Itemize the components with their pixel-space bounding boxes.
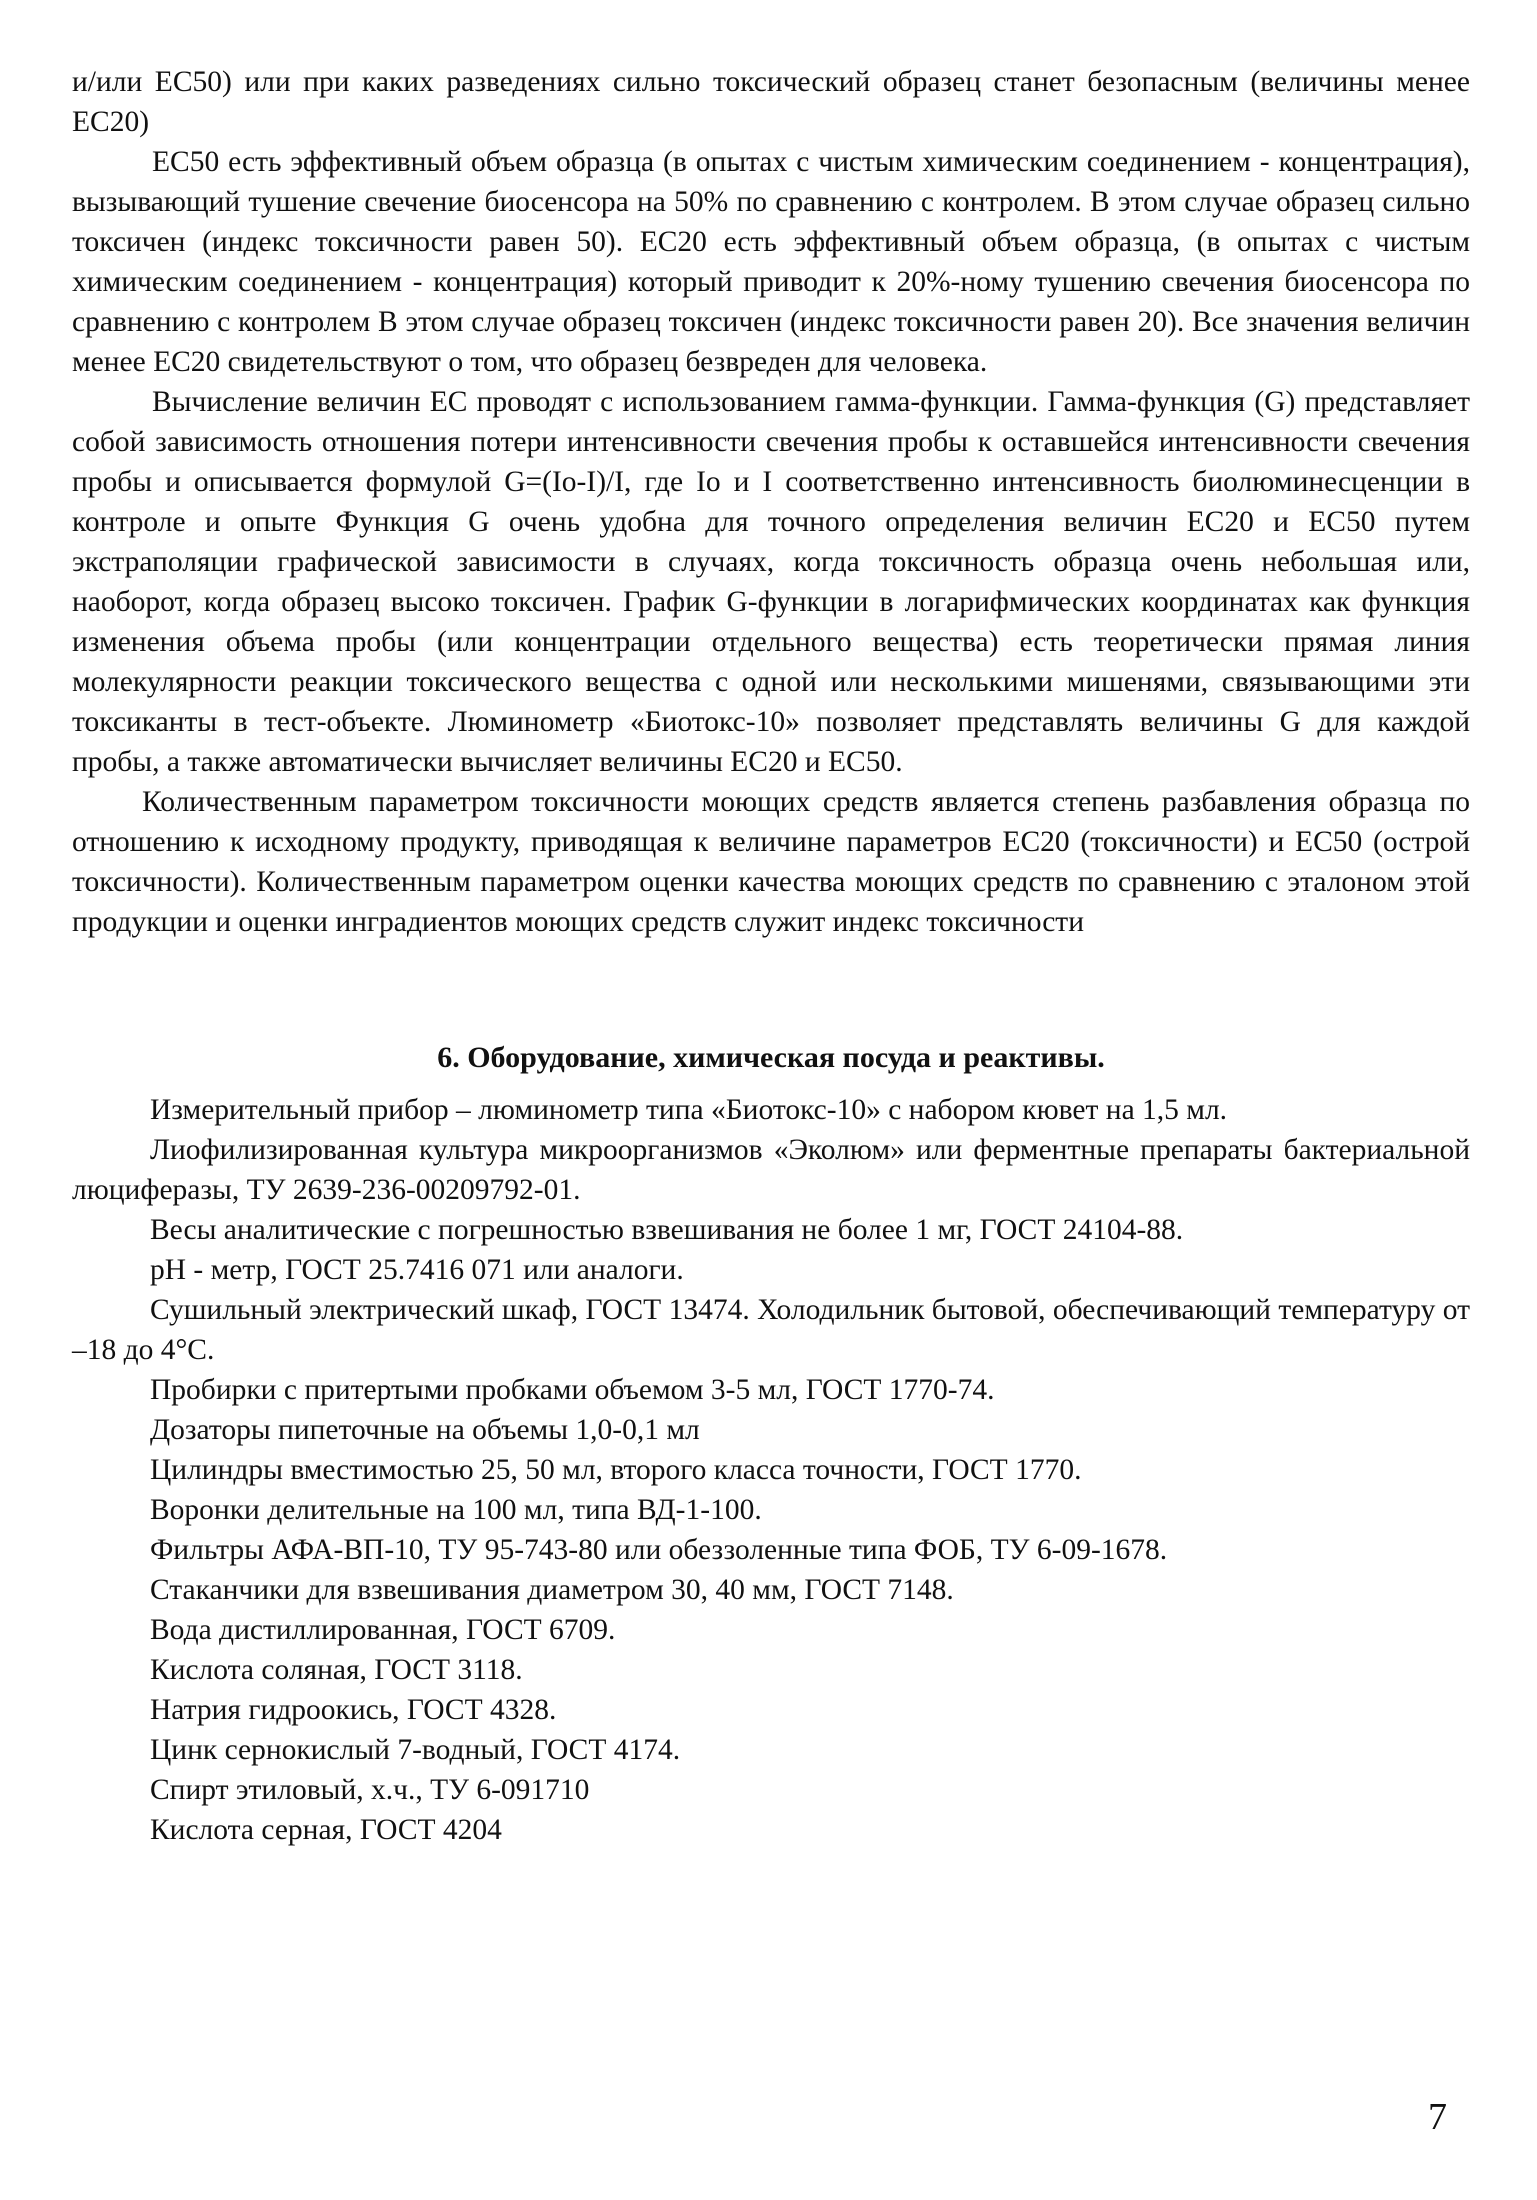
equipment-item: Фильтры АФА-ВП-10, ТУ 95-743-80 или обеззоленные типа ФОБ, ТУ 6-09-1678. <box>150 1534 1168 1566</box>
equipment-item: Воронки делительные на 100 мл, типа ВД-1-100. <box>150 1494 762 1526</box>
equipment-item: Спирт этиловый, х.ч., ТУ 6-091710 <box>150 1774 590 1806</box>
equipment-list <box>72 1090 1470 1850</box>
equipment-item: рН - метр, ГОСТ 25.7416 071 или аналоги. <box>150 1254 684 1286</box>
document-page <box>72 62 1470 1850</box>
paragraph-continuation: и/или ЕС50) или при каких разведениях сильно токсический образец станет безопасным (величины менее ЕС20) <box>72 66 1470 138</box>
equipment-item: Стаканчики для взвешивания диаметром 30, 40 мм, ГОСТ 7148. <box>150 1574 954 1606</box>
equipment-item: Весы аналитические с погрешностью взвешивания не более 1 мг, ГОСТ 24104-88. <box>150 1214 1184 1246</box>
equipment-item: Натрия гидроокись, ГОСТ 4328. <box>150 1694 557 1726</box>
paragraph-gamma-function: Вычисление величин ЕС проводят с использованием гамма-функции. Гамма-функция (G) представляет собой зависимость отношения потери интенсивности свечения пробы к оставшейся интенсивности свечения пробы и описывается формулой G=(Io-I)/I, где Io и I соответственно интенсивность биолюминесценции в контроле и опыте Функция G очень удобна для точного определения величин ЕС20 и ЕС50 путем экстраполяции графической зависимости в случаях, когда токсичность образца очень небольшая или, наоборот, когда образец высоко токсичен. График G-функции в логарифмических координатах как функция изменения объема пробы (или концентрации отдельного вещества) есть теоретически прямая линия молекулярности реакции токсического вещества с одной или несколькими мишенями, связывающими эти токсиканты в тест-объекте. Люминометр «Биотокс-10» позволяет представлять величины G для каждой пробы, а также автоматически вычисляет величины ЕС20 и ЕС50. <box>72 386 1470 778</box>
equipment-item: Кислота соляная, ГОСТ 3118. <box>150 1654 523 1686</box>
equipment-item: Дозаторы пипеточные на объемы 1,0-0,1 мл <box>150 1414 700 1446</box>
paragraph-toxicity-parameter: Количественным параметром токсичности моющих средств является степень разбавления образца по отношению к исходному продукту, приводящая к величине параметров ЕС20 (токсичности) и ЕС50 (острой токсичности). Количественным параметром оценки качества моющих средств по сравнению с эталоном этой продукции и оценки инградиентов моющих средств служит индекс токсичности <box>72 786 1470 938</box>
equipment-item: Вода дистиллированная, ГОСТ 6709. <box>150 1614 616 1646</box>
page-number: 7 <box>1428 2096 1447 2138</box>
equipment-item: Измерительный прибор – люминометр типа «Биотокс-10» с набором кювет на 1,5 мл. <box>150 1094 1228 1126</box>
equipment-item: Цилиндры вместимостью 25, 50 мл, второго класса точности, ГОСТ 1770. <box>150 1454 1082 1486</box>
equipment-item: Сушильный электрический шкаф, ГОСТ 13474. Холодильник бытовой, обеспечивающий температуру от –18 до 4°С. <box>72 1294 1470 1366</box>
equipment-item: Пробирки с притертыми пробками объемом 3-5 мл, ГОСТ 1770-74. <box>150 1374 995 1406</box>
equipment-item: Лиофилизированная культура микроорганизмов «Эколюм» или ферментные препараты бактериальной люциферазы, ТУ 2639-236-00209792-01. <box>72 1134 1470 1206</box>
paragraph-ec-definitions: ЕС50 есть эффективный объем образца (в опытах с чистым химическим соединением - концентрация), вызывающий тушение свечение биосенсора на 50% по сравнению с контролем. В этом случае образец сильно токсичен (индекс токсичности равен 50). ЕС20 есть эффективный объем образца, (в опытах с чистым химическим соединением - концентрация) который приводит к 20%-ному тушению свечения биосенсора по сравнению с контролем В этом случае образец токсичен (индекс токсичности равен 20). Все значения величин менее ЕС20 свидетельствуют о том, что образец безвреден для человека. <box>72 146 1470 378</box>
equipment-item: Цинк сернокислый 7-водный, ГОСТ 4174. <box>150 1734 681 1766</box>
equipment-item: Кислота серная, ГОСТ 4204 <box>150 1814 502 1846</box>
section-heading: 6. Оборудование, химическая посуда и реактивы. <box>437 1041 1105 1074</box>
